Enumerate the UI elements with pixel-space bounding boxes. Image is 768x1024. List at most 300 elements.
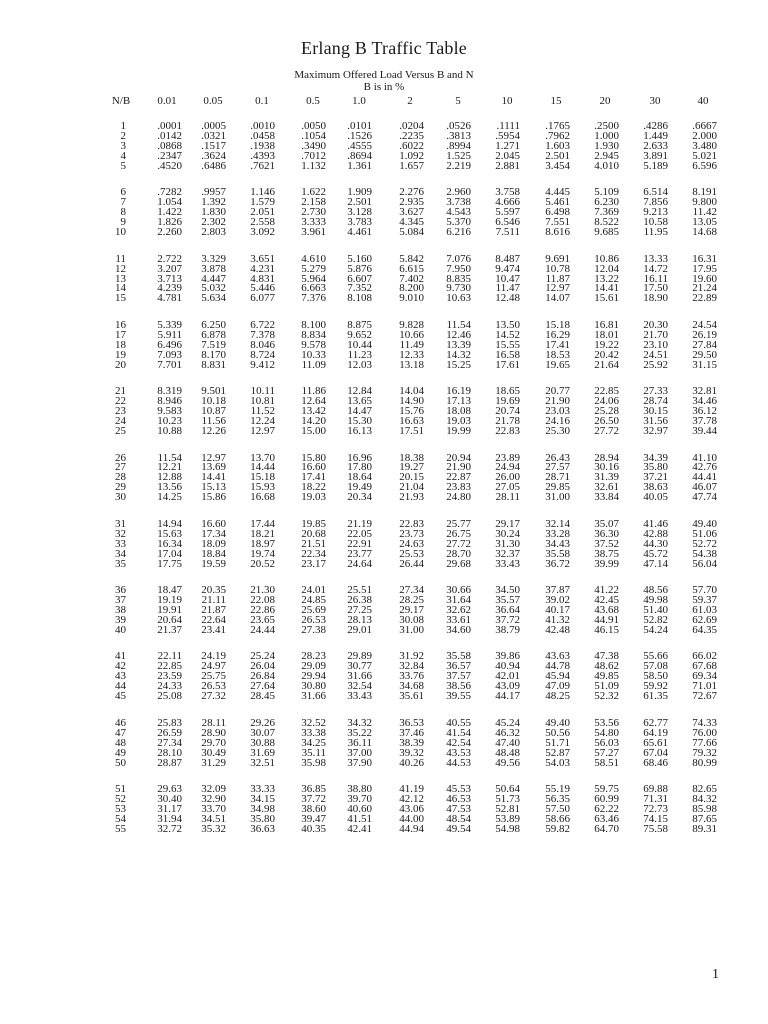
row-label: 52: [115, 793, 126, 805]
table-cell: 19.27: [399, 461, 424, 474]
table-cell: 7.856: [643, 196, 668, 209]
table-cell: 42.54: [446, 736, 471, 749]
table-cell: 36.12: [692, 405, 717, 418]
table-cell: 58.51: [594, 756, 619, 769]
table-cell: 10.18: [201, 395, 226, 408]
column-header-n-b: N/B: [111, 95, 131, 107]
table-cell: 34.98: [250, 802, 275, 815]
table-cell: 3.651: [250, 252, 275, 265]
table-cell: 21.90: [545, 395, 570, 408]
table-cell: 29.68: [446, 557, 471, 570]
table-cell: 11.54: [157, 451, 182, 464]
table-cell: 18.09: [201, 537, 226, 550]
table-cell: 45.24: [495, 716, 520, 729]
table-cell: 20.64: [157, 613, 182, 626]
table-cell: 64.19: [643, 726, 668, 739]
table-cell: 9.800: [692, 196, 717, 209]
row-label: 14: [115, 282, 126, 295]
table-cell: 75.58: [643, 822, 668, 835]
table-cell: 6.250: [201, 318, 226, 331]
table-cell: .1054: [301, 129, 326, 142]
table-cell: 3.480: [692, 139, 717, 152]
table-cell: 33.61: [446, 613, 471, 626]
table-cell: 35.11: [301, 746, 326, 759]
table-cell: 22.05: [347, 527, 372, 540]
row-label: 36: [115, 584, 126, 597]
table-cell: 1.909: [347, 186, 372, 199]
table-cell: 14.41: [201, 471, 226, 484]
table-cell: .1765: [545, 120, 570, 132]
table-cell: 4.239: [157, 282, 182, 295]
row-label: 23: [115, 405, 126, 418]
table-cell: 28.25: [399, 594, 424, 606]
table-cell: 21.11: [201, 594, 226, 606]
table-cell: 23.65: [250, 613, 275, 626]
table-cell: 40.55: [446, 716, 471, 729]
table-cell: 36.57: [446, 660, 471, 673]
table-cell: 49.54: [446, 822, 471, 835]
table-cell: 9.828: [399, 318, 424, 331]
table-cell: 22.83: [399, 517, 424, 530]
table-cell: .5954: [495, 129, 520, 142]
table-cell: 3.207: [157, 262, 182, 275]
table-cell: 27.05: [495, 481, 520, 494]
table-cell: 72.73: [643, 802, 668, 815]
table-cell: 4.543: [446, 206, 471, 219]
table-cell: 21.93: [399, 491, 424, 504]
table-cell: 24.06: [594, 395, 619, 408]
table-cell: 5.842: [399, 252, 424, 265]
table-cell: 14.47: [347, 405, 372, 418]
table-cell: 8.046: [250, 338, 275, 351]
table-cell: 57.08: [643, 660, 668, 673]
table-cell: 7.551: [545, 216, 570, 229]
table-cell: 39.86: [495, 650, 520, 663]
table-cell: 11.56: [201, 415, 226, 428]
table-cell: 18.08: [446, 405, 471, 418]
row-label: 8: [120, 206, 126, 219]
table-cell: 19.19: [157, 594, 182, 606]
table-cell: 16.96: [347, 451, 372, 464]
table-cell: 37.46: [399, 726, 424, 739]
table-cell: 7.378: [250, 328, 275, 341]
table-cell: 31.94: [157, 812, 182, 825]
table-cell: 12.97: [545, 282, 570, 295]
row-label: 5: [120, 159, 126, 172]
table-cell: 19.03: [301, 491, 326, 504]
table-cell: 24.85: [301, 594, 326, 606]
table-cell: 84.32: [692, 793, 717, 805]
row-label: 20: [115, 358, 126, 371]
table-cell: 37.90: [347, 756, 372, 769]
table-cell: 35.57: [495, 594, 520, 606]
table-cell: 4.231: [250, 262, 275, 275]
table-cell: 48.25: [545, 690, 570, 703]
table-cell: 25.92: [643, 358, 668, 371]
table-cell: 18.38: [399, 451, 424, 464]
table-cell: 34.46: [692, 395, 717, 408]
table-cell: 33.43: [347, 690, 372, 703]
table-cell: 17.13: [446, 395, 471, 408]
table-cell: 35.98: [301, 756, 326, 769]
table-cell: 5.084: [399, 226, 424, 239]
table-cell: 20.30: [643, 318, 668, 331]
table-cell: 6.596: [692, 159, 717, 172]
table-cell: 31.00: [545, 491, 570, 504]
table-cell: 32.72: [157, 822, 182, 835]
table-cell: .0868: [157, 139, 182, 152]
table-cell: 55.19: [545, 783, 570, 795]
table-cell: 52.87: [545, 746, 570, 759]
table-cell: 12.26: [201, 425, 226, 437]
table-cell: 15.13: [201, 481, 226, 494]
table-subtitle: Maximum Offered Load Versus B and N: [294, 69, 474, 81]
table-cell: 26.53: [201, 680, 226, 693]
table-cell: .0204: [399, 120, 424, 132]
table-cell: 33.28: [545, 527, 570, 540]
table-cell: 32.52: [301, 716, 326, 729]
table-cell: 51.71: [545, 736, 570, 749]
table-cell: 77.66: [692, 736, 717, 749]
row-label: 7: [120, 196, 126, 209]
table-cell: 27.64: [250, 680, 275, 693]
table-cell: 53.56: [594, 716, 619, 729]
row-label: 33: [115, 537, 126, 550]
table-cell: 56.04: [692, 557, 717, 570]
table-cell: 8.319: [157, 385, 182, 398]
table-cell: 27.25: [347, 604, 372, 616]
table-cell: 7.376: [301, 292, 326, 305]
table-cell: 45.53: [446, 783, 471, 795]
row-label: 45: [115, 690, 126, 703]
table-cell: 43.09: [495, 680, 520, 693]
row-label: 42: [115, 660, 126, 673]
table-cell: 30.24: [495, 527, 520, 540]
table-cell: .4286: [643, 120, 668, 132]
table-cell: 14.90: [399, 395, 424, 408]
table-cell: 6.607: [347, 272, 372, 285]
table-cell: 54.80: [594, 726, 619, 739]
table-cell: 1.622: [301, 186, 326, 199]
table-cell: 32.14: [545, 517, 570, 530]
table-cell: 10.63: [446, 292, 471, 305]
table-cell: 19.59: [201, 557, 226, 570]
table-cell: 2.803: [201, 226, 226, 239]
table-cell: 12.46: [446, 328, 471, 341]
table-cell: 55.66: [643, 650, 668, 663]
table-cell: 41.22: [594, 584, 619, 597]
table-cell: 31.17: [157, 802, 182, 815]
table-cell: 10.44: [347, 338, 372, 351]
table-cell: .2500: [594, 120, 619, 132]
table-cell: 1.361: [347, 159, 372, 172]
table-cell: 21.51: [301, 537, 326, 550]
table-cell: 16.60: [201, 517, 226, 530]
table-cell: 10.47: [495, 272, 520, 285]
row-label: 15: [115, 292, 126, 305]
table-cell: 47.40: [495, 736, 520, 749]
table-cell: 28.71: [545, 471, 570, 484]
table-cell: 6.546: [495, 216, 520, 229]
table-cell: 22.64: [201, 613, 226, 626]
table-cell: 36.72: [545, 557, 570, 570]
table-cell: 2.000: [692, 129, 717, 142]
table-cell: 22.83: [495, 425, 520, 437]
table-cell: 5.189: [643, 159, 668, 172]
table-cell: 29.70: [201, 736, 226, 749]
table-cell: 41.32: [545, 613, 570, 626]
table-cell: 3.878: [201, 262, 226, 275]
table-cell: 27.38: [301, 623, 326, 636]
table-cell: 30.08: [399, 613, 424, 626]
table-cell: 48.48: [495, 746, 520, 759]
table-cell: 42.45: [594, 594, 619, 606]
table-cell: 8.170: [201, 348, 226, 361]
table-cell: 12.84: [347, 385, 372, 398]
table-cell: 42.48: [545, 623, 570, 636]
table-cell: 3.891: [643, 149, 668, 162]
table-cell: 1.271: [495, 139, 520, 152]
row-label: 40: [115, 623, 126, 636]
table-cell: 35.58: [545, 547, 570, 560]
table-cell: 15.93: [250, 481, 275, 494]
table-cell: 33.84: [594, 491, 619, 504]
table-cell: 2.633: [643, 139, 668, 152]
table-cell: 7.352: [347, 282, 372, 295]
table-cell: 62.69: [692, 613, 717, 626]
table-cell: 7.369: [594, 206, 619, 219]
table-cell: 3.329: [201, 252, 226, 265]
table-cell: 15.76: [399, 405, 424, 418]
table-cell: 5.634: [201, 292, 226, 305]
table-cell: 63.46: [594, 812, 619, 825]
table-cell: 22.85: [594, 385, 619, 398]
table-cell: 50.64: [495, 783, 520, 795]
table-cell: 6.663: [301, 282, 326, 295]
table-cell: 31.30: [495, 537, 520, 550]
table-cell: 4.345: [399, 216, 424, 229]
table-cell: 41.46: [643, 517, 668, 530]
table-cell: 29.17: [399, 604, 424, 616]
table-cell: 40.94: [495, 660, 520, 673]
column-header-b-10: 10: [501, 95, 513, 107]
table-cell: 2.722: [157, 252, 182, 265]
table-cell: 30.88: [250, 736, 275, 749]
table-cell: 2.501: [347, 196, 372, 209]
table-cell: 14.72: [643, 262, 668, 275]
row-label: 2: [120, 129, 126, 142]
table-cell: 22.89: [692, 292, 717, 305]
table-cell: 28.11: [201, 716, 226, 729]
table-cell: 43.06: [399, 802, 424, 815]
table-cell: 43.68: [594, 604, 619, 616]
table-cell: 23.17: [301, 557, 326, 570]
table-cell: 6.498: [545, 206, 570, 219]
table-cell: .7012: [301, 149, 326, 162]
table-cell: 24.33: [157, 680, 182, 693]
table-cell: .4520: [157, 159, 182, 172]
table-cell: 36.30: [594, 527, 619, 540]
table-cell: 10.78: [545, 262, 570, 275]
table-cell: 11.49: [399, 338, 424, 351]
table-cell: 30.07: [250, 726, 275, 739]
table-cell: 34.60: [446, 623, 471, 636]
table-cell: 17.50: [643, 282, 668, 295]
table-cell: 21.87: [201, 604, 226, 616]
table-cell: 57.70: [692, 584, 717, 597]
table-cell: 28.45: [250, 690, 275, 703]
table-cell: 4.445: [545, 186, 570, 199]
table-cell: 12.03: [347, 358, 372, 371]
table-cell: 8.200: [399, 282, 424, 295]
table-cell: 30.49: [201, 746, 226, 759]
table-cell: 31.64: [446, 594, 471, 606]
table-cell: 52.82: [643, 613, 668, 626]
table-cell: 34.51: [201, 812, 226, 825]
table-cell: 8.100: [301, 318, 326, 331]
table-cell: 74.15: [643, 812, 668, 825]
table-cell: 1.422: [157, 206, 182, 219]
table-cell: 31.92: [399, 650, 424, 663]
row-label: 43: [115, 670, 126, 683]
row-label: 35: [115, 557, 126, 570]
table-cell: 6.496: [157, 338, 182, 351]
table-cell: 14.41: [594, 282, 619, 295]
table-cell: 25.83: [157, 716, 182, 729]
table-cell: 47.38: [594, 650, 619, 663]
table-cell: 54.03: [545, 756, 570, 769]
table-cell: 34.32: [347, 716, 372, 729]
table-cell: 10.88: [157, 425, 182, 437]
table-cell: 6.878: [201, 328, 226, 341]
table-cell: 27.32: [201, 690, 226, 703]
table-cell: 13.65: [347, 395, 372, 408]
table-cell: 14.25: [157, 491, 182, 504]
table-cell: 4.831: [250, 272, 275, 285]
table-cell: 16.60: [301, 461, 326, 474]
table-cell: 7.519: [201, 338, 226, 351]
table-cell: 39.32: [399, 746, 424, 759]
table-cell: 39.02: [545, 594, 570, 606]
table-cell: 25.77: [446, 517, 471, 530]
row-label: 48: [115, 736, 126, 749]
table-cell: 37.57: [446, 670, 471, 683]
table-cell: 23.41: [201, 623, 226, 636]
table-cell: 20.94: [446, 451, 471, 464]
table-cell: 2.935: [399, 196, 424, 209]
table-cell: 36.64: [495, 604, 520, 616]
table-cell: 18.21: [250, 527, 275, 540]
table-cell: 9.501: [201, 385, 226, 398]
table-cell: 26.19: [692, 328, 717, 341]
table-cell: 1.000: [594, 129, 619, 142]
row-label: 27: [115, 461, 126, 474]
table-cell: 7.511: [495, 226, 520, 239]
table-cell: 40.17: [545, 604, 570, 616]
table-cell: 31.56: [643, 415, 668, 428]
table-cell: 12.97: [201, 451, 226, 464]
table-cell: 21.78: [495, 415, 520, 428]
table-cell: 18.47: [157, 584, 182, 597]
table-cell: 54.98: [495, 822, 520, 835]
table-cell: 56.35: [545, 793, 570, 805]
row-label: 50: [115, 756, 126, 769]
table-cell: 1.930: [594, 139, 619, 152]
table-cell: 19.99: [446, 425, 471, 437]
table-cell: 8.834: [301, 328, 326, 341]
table-cell: 26.00: [495, 471, 520, 484]
table-cell: 2.158: [301, 196, 326, 209]
table-cell: 44.00: [399, 812, 424, 825]
table-cell: .0005: [201, 120, 226, 132]
table-cell: 16.11: [643, 272, 668, 285]
table-cell: 22.08: [250, 594, 275, 606]
table-cell: 24.19: [201, 650, 226, 663]
column-header-b-5: 5: [455, 95, 461, 107]
table-cell: 20.74: [495, 405, 520, 418]
column-header-b-15: 15: [550, 95, 562, 107]
table-cell: 32.09: [201, 783, 226, 795]
table-cell: 37.78: [692, 415, 717, 428]
table-cell: 8.831: [201, 358, 226, 371]
table-cell: 25.30: [545, 425, 570, 437]
table-cell: 41.10: [692, 451, 717, 464]
table-cell: 29.26: [250, 716, 275, 729]
table-cell: 2.051: [250, 206, 275, 219]
table-cell: 69.88: [643, 783, 668, 795]
table-cell: 21.30: [250, 584, 275, 597]
row-label: 25: [115, 425, 126, 437]
table-cell: 25.51: [347, 584, 372, 597]
table-cell: 3.783: [347, 216, 372, 229]
table-cell: 44.17: [495, 690, 520, 703]
table-cell: 58.66: [545, 812, 570, 825]
table-cell: .7962: [545, 129, 570, 142]
table-cell: .3624: [201, 149, 226, 162]
table-cell: 31.66: [347, 670, 372, 683]
table-cell: 27.57: [545, 461, 570, 474]
table-cell: 16.31: [692, 252, 717, 265]
table-cell: 27.34: [157, 736, 182, 749]
table-cell: 16.58: [495, 348, 520, 361]
column-header-b-1_0: 1.0: [352, 95, 366, 107]
table-cell: 20.77: [545, 385, 570, 398]
table-cell: 87.65: [692, 812, 717, 825]
table-cell: 31.00: [399, 623, 424, 636]
table-cell: .1111: [496, 120, 520, 132]
table-cell: 60.99: [594, 793, 619, 805]
table-cell: 9.583: [157, 405, 182, 418]
table-cell: 16.34: [157, 537, 182, 550]
row-label: 28: [115, 471, 126, 484]
table-cell: 20.35: [201, 584, 226, 597]
table-cell: 17.41: [301, 471, 326, 484]
table-cell: 44.41: [692, 471, 717, 484]
table-cell: 24.97: [201, 660, 226, 673]
table-cell: 15.00: [301, 425, 326, 437]
table-cell: 33.76: [399, 670, 424, 683]
table-cell: 33.38: [301, 726, 326, 739]
table-cell: 21.37: [157, 623, 182, 636]
table-cell: 11.52: [250, 405, 275, 418]
row-label: 49: [115, 746, 126, 759]
table-cell: 14.04: [399, 385, 424, 398]
table-cell: 29.85: [545, 481, 570, 494]
table-cell: 36.53: [399, 716, 424, 729]
table-cell: 48.56: [643, 584, 668, 597]
table-cell: 89.31: [692, 822, 717, 835]
table-cell: 61.03: [692, 604, 717, 616]
